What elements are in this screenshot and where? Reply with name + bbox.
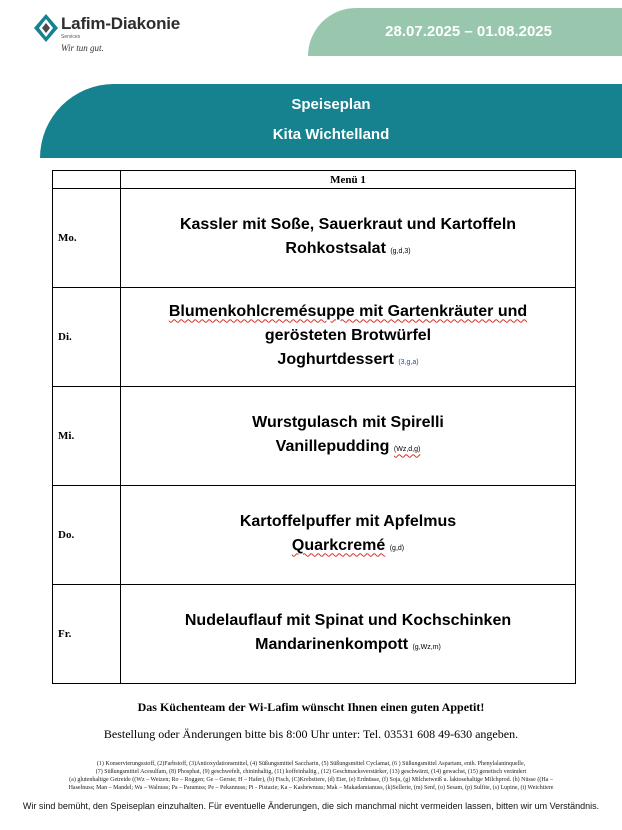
allergen-codes: (g,d,3) — [390, 247, 411, 255]
page-subtitle: Kita Wichtelland — [272, 126, 390, 143]
table-row — [53, 387, 576, 486]
dish-cell — [121, 189, 576, 288]
dish-line: Kassler mit Soße, Sauerkraut und Kartoffeln — [179, 215, 517, 233]
allergen-legend — [22, 760, 600, 792]
change-notice: Wir sind bemüht, den Speiseplan einzuhalten. Für eventuelle Änderungen, die sich manchmal nicht vermeiden lassen, bitten wir um Verständnis. — [22, 801, 600, 811]
dish-line: Joghurtdessert — [277, 350, 394, 368]
table-row — [53, 486, 576, 585]
diamond-logo-icon — [34, 14, 58, 42]
table-header-row — [53, 171, 576, 189]
company-logo — [34, 12, 214, 56]
appetite-wish: Das Küchenteam der Wi-Lafim wünscht Ihnen einen guten Appetit! — [137, 700, 485, 714]
logo-sub: Services — [61, 34, 81, 40]
dish-cell — [121, 387, 576, 486]
day-label: Do. — [53, 486, 121, 585]
dish-line: Mandarinenkompott — [255, 635, 409, 653]
dish-cell — [121, 585, 576, 684]
dish-cell — [121, 288, 576, 387]
allergen-codes: (g,d) — [389, 544, 405, 552]
day-label: Mo. — [53, 189, 121, 288]
legend-line: (a) glutenhaltige Getreide ((Wz – Weizen; Ro – Roggen; Ge – Gerste; H – Hafer), (b) Fisch, (C)Krebstiere, (d) Eier, (e) Erdnüsse, (f) Soja, (g) Milcheiweiß u. laktosehaltige Milchprod. (h) Nüsse ((Ha – — [69, 777, 553, 783]
title-banner — [40, 84, 622, 158]
dish-line: Nudelauflauf mit Spinat und Kochschinken — [184, 611, 512, 629]
allergen-codes: (3,g,a) — [398, 358, 419, 366]
order-info: Bestellung oder Änderungen bitte bis 8:00 Uhr unter: Tel. 03531 608 49-630 angeben. — [103, 727, 519, 741]
dish-line: Quarkcremé — [291, 536, 386, 554]
legend-line: (1) Konservierungsstoff, (2)Farbstoff, (3)Antioxydationsmittel, (4) Süßungsmittel Saccharin, (5) Süßungsmittel Cyclamat, (6 ) Süßungsmittel Aspartam, enth. Phenylalaninquelle, — [96, 761, 526, 767]
dish-line: Rohkostsalat — [285, 239, 386, 257]
table-row — [53, 288, 576, 387]
allergen-codes: (Wz,d,g) — [393, 445, 421, 453]
logo-tagline: Wir tun gut. — [61, 43, 104, 53]
day-label: Di. — [53, 288, 121, 387]
day-label: Mi. — [53, 387, 121, 486]
table-row — [53, 189, 576, 288]
dish-line: Wurstgulasch mit Spirelli — [252, 413, 444, 431]
menu-table — [52, 170, 576, 684]
logo-name: Lafim-Diakonie — [61, 14, 181, 33]
menu-column-header: Menü 1 — [121, 171, 576, 189]
table-row — [53, 585, 576, 684]
dish-line: Vanillepudding — [275, 437, 390, 455]
day-column-header — [53, 171, 121, 189]
dish-line: Kartoffelpuffer mit Apfelmus — [239, 512, 457, 530]
dish-line: gerösteten Brotwürfel — [264, 326, 432, 344]
allergen-codes: (g,Wz,m) — [412, 643, 441, 651]
dish-cell — [121, 486, 576, 585]
date-banner — [308, 8, 622, 56]
day-label: Fr. — [53, 585, 121, 684]
dish-line: Blumenkohlcremésuppe mit Gartenkräuter und — [168, 302, 528, 320]
date-range: 28.07.2025 – 01.08.2025 — [385, 23, 552, 40]
legend-line: (7) Süßungsmittel Acesulfam, (8) Phosphat, (9) geschwefelt, chininhaltig, (11) koffeinhaltig , (12) Geschmacksverstärker, (13) geschwärzt, (14) gewachst, (15) genetisch verändert — [95, 769, 527, 775]
legend-line: Haselnuss; Man – Mandel; Wa – Walnuss; Pa – Paranuss; Pe – Pekannuss; Pi - Pistazie; Ka – Kashewnuss; Mak – Makadamianuss, (k)Sellerie, (m) Senf, (o) Sesam, (p) Sulfite, (s) Lupine, (t) Weichtiere — [68, 785, 554, 791]
page-title: Speiseplan — [291, 96, 371, 113]
